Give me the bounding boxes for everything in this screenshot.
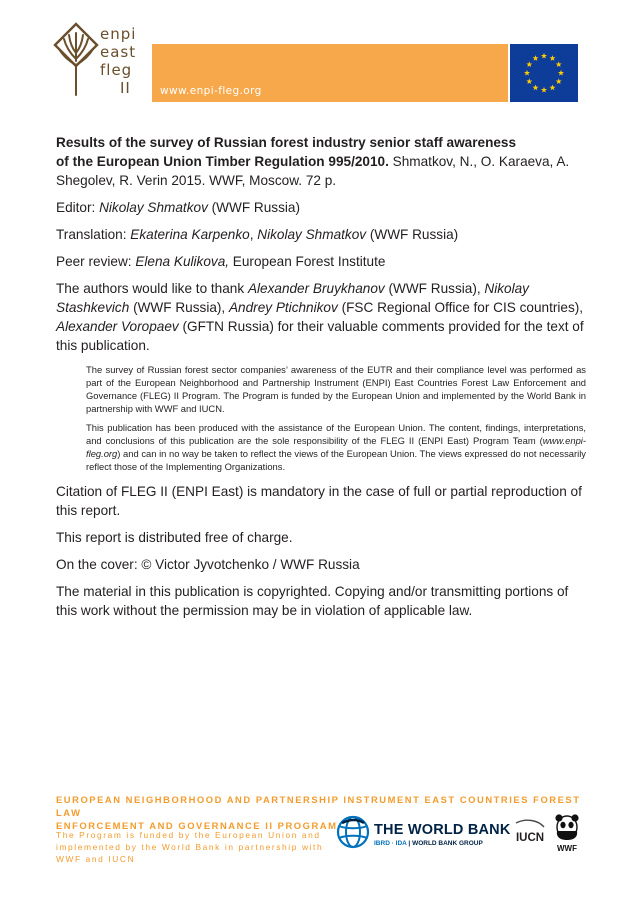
program-title-line2: ENFORCEMENT AND GOVERNANCE II PROGRAM [56, 820, 338, 831]
eu-star-icon [549, 55, 555, 61]
header-banner [152, 44, 508, 102]
eu-star-icon [558, 70, 564, 76]
disclaimer-note [86, 421, 586, 473]
ibrd-ida-label: IBRD · IDA [374, 840, 407, 847]
logo-word-ii: II [120, 79, 131, 97]
survey-note: The survey of Russian forest sector companies’ awareness of the EUTR and their compliance level was performed as part of the European Neighborhood and Partnership Instrument (ENPI) East Countries Forest Law Enforcement and Governance (FLEG) II Program. The Program is funded by the European Union and implemented by the World Bank in partnership with WWF and IUCN. [86, 364, 586, 414]
wwf-panda-logo [552, 813, 582, 853]
cover-credit: On the cover: © Victor Jyvotchenko / WWF Russia [56, 557, 360, 572]
editor-name: Nikolay Shmatkov [99, 200, 208, 215]
logo-word-enpi: enpi [100, 25, 137, 43]
website-url[interactable]: www.enpi-fleg.org [160, 85, 262, 97]
citation-authors: Shmatkov, N., O. Karaeva, A. Shegolev, R. Verin 2015. WWF, Moscow. 72 p. [56, 154, 570, 188]
eu-star-icon [524, 70, 530, 76]
thanks-text-2: (WWF Russia), [384, 281, 485, 296]
translator-name-2: Nikolay Shmatkov [257, 227, 367, 242]
funding-statement: The Program is funded by the European Union and implemented by the World Bank in partnership with WWF and IUCN [56, 830, 324, 864]
page-footer [56, 793, 586, 864]
peer-reviewer-name: Elena Kulikova, [135, 254, 230, 269]
thanks-text-4: (FSC Regional Office for CIS countries), [337, 300, 584, 315]
page-header [0, 0, 638, 110]
logo-word-fleg: fleg [100, 61, 133, 79]
disclaimer-text-1: This publication has been produced with the assistance of the European Union. The content, findings, interpretations, and conclusions of this publication are the sole responsibility of the FLEG II (ENPI East) Program Team ( [86, 422, 586, 446]
world-bank-subtitle [374, 840, 483, 847]
translation-line [56, 225, 586, 244]
thanks-name-4: Alexander Voropaev [56, 319, 179, 334]
report-title-line1: Results of the survey of Russian forest industry senior staff awareness [56, 135, 517, 150]
editor-org: (WWF Russia) [207, 200, 300, 215]
thanks-text-3: (WWF Russia), [129, 300, 229, 315]
logo-word-east: east [100, 43, 137, 61]
iucn-text: IUCN [515, 832, 545, 844]
world-bank-wordmark: THE WORLD BANK [374, 822, 511, 838]
eu-flag-icon [510, 44, 578, 102]
peer-review-line [56, 252, 586, 271]
copyright-notice: The material in this publication is copyrighted. Copying and/or transmitting portions of this work without the permission may be in violation of applicable law. [56, 584, 569, 618]
eu-star-icon [541, 53, 547, 59]
editor-label: Editor: [56, 200, 100, 215]
imprint-content [56, 133, 586, 628]
acknowledgements-paragraph [56, 279, 586, 355]
disclaimer-text-2: ) and can in no way be taken to reflect the views of the European Union. The views expressed do not necessarily reflect those of the Implementing Organizations. [86, 448, 586, 472]
iucn-logo [512, 819, 548, 847]
eu-star-icon [541, 87, 547, 93]
program-title-line1: EUROPEAN NEIGHBORHOOD AND PARTNERSHIP INSTRUMENT EAST COUNTRIES FOREST LAW [56, 794, 581, 818]
enpi-fleg-logo [52, 21, 144, 99]
free-distribution-notice: This report is distributed free of charge. [56, 530, 293, 545]
eu-star-icon [526, 61, 532, 67]
citation-notice: Citation of FLEG II (ENPI East) is mandatory in the case of full or partial reproduction of this report. [56, 484, 582, 518]
wwf-text: WWF [557, 844, 577, 853]
peer-review-label: Peer review: [56, 254, 136, 269]
eu-star-icon [549, 85, 555, 91]
eu-star-icon [556, 78, 562, 84]
translation-label: Translation: [56, 227, 131, 242]
wbg-label: WORLD BANK GROUP [412, 840, 483, 847]
eu-star-icon [532, 85, 538, 91]
citation-paragraph [56, 133, 586, 190]
translator-name-1: Ekaterina Karpenko [130, 227, 250, 242]
thanks-name-3: Andrey Ptichnikov [228, 300, 338, 315]
eu-star-icon [532, 55, 538, 61]
world-bank-globe-icon [336, 815, 370, 849]
report-title-line2: of the European Union Timber Regulation 995/2010. [56, 154, 389, 169]
eu-star-icon [526, 78, 532, 84]
thanks-text-1: The authors would like to thank [56, 281, 248, 296]
translator-separator: , [249, 227, 258, 242]
thanks-name-1: Alexander Bruykhanov [247, 281, 385, 296]
thanks-name-2: Nikolay Stashkevich [56, 281, 529, 315]
thanks-text-5: (GFTN Russia) for their valuable comments provided for the text of this publication. [56, 319, 584, 353]
translation-org: (WWF Russia) [366, 227, 459, 242]
wb-separator: | [406, 840, 413, 847]
eu-star-icon [556, 61, 562, 67]
editor-line [56, 198, 586, 217]
disclaimer-link[interactable]: www.enpi-fleg.org [86, 435, 586, 459]
peer-reviewer-org: European Forest Institute [229, 254, 386, 269]
